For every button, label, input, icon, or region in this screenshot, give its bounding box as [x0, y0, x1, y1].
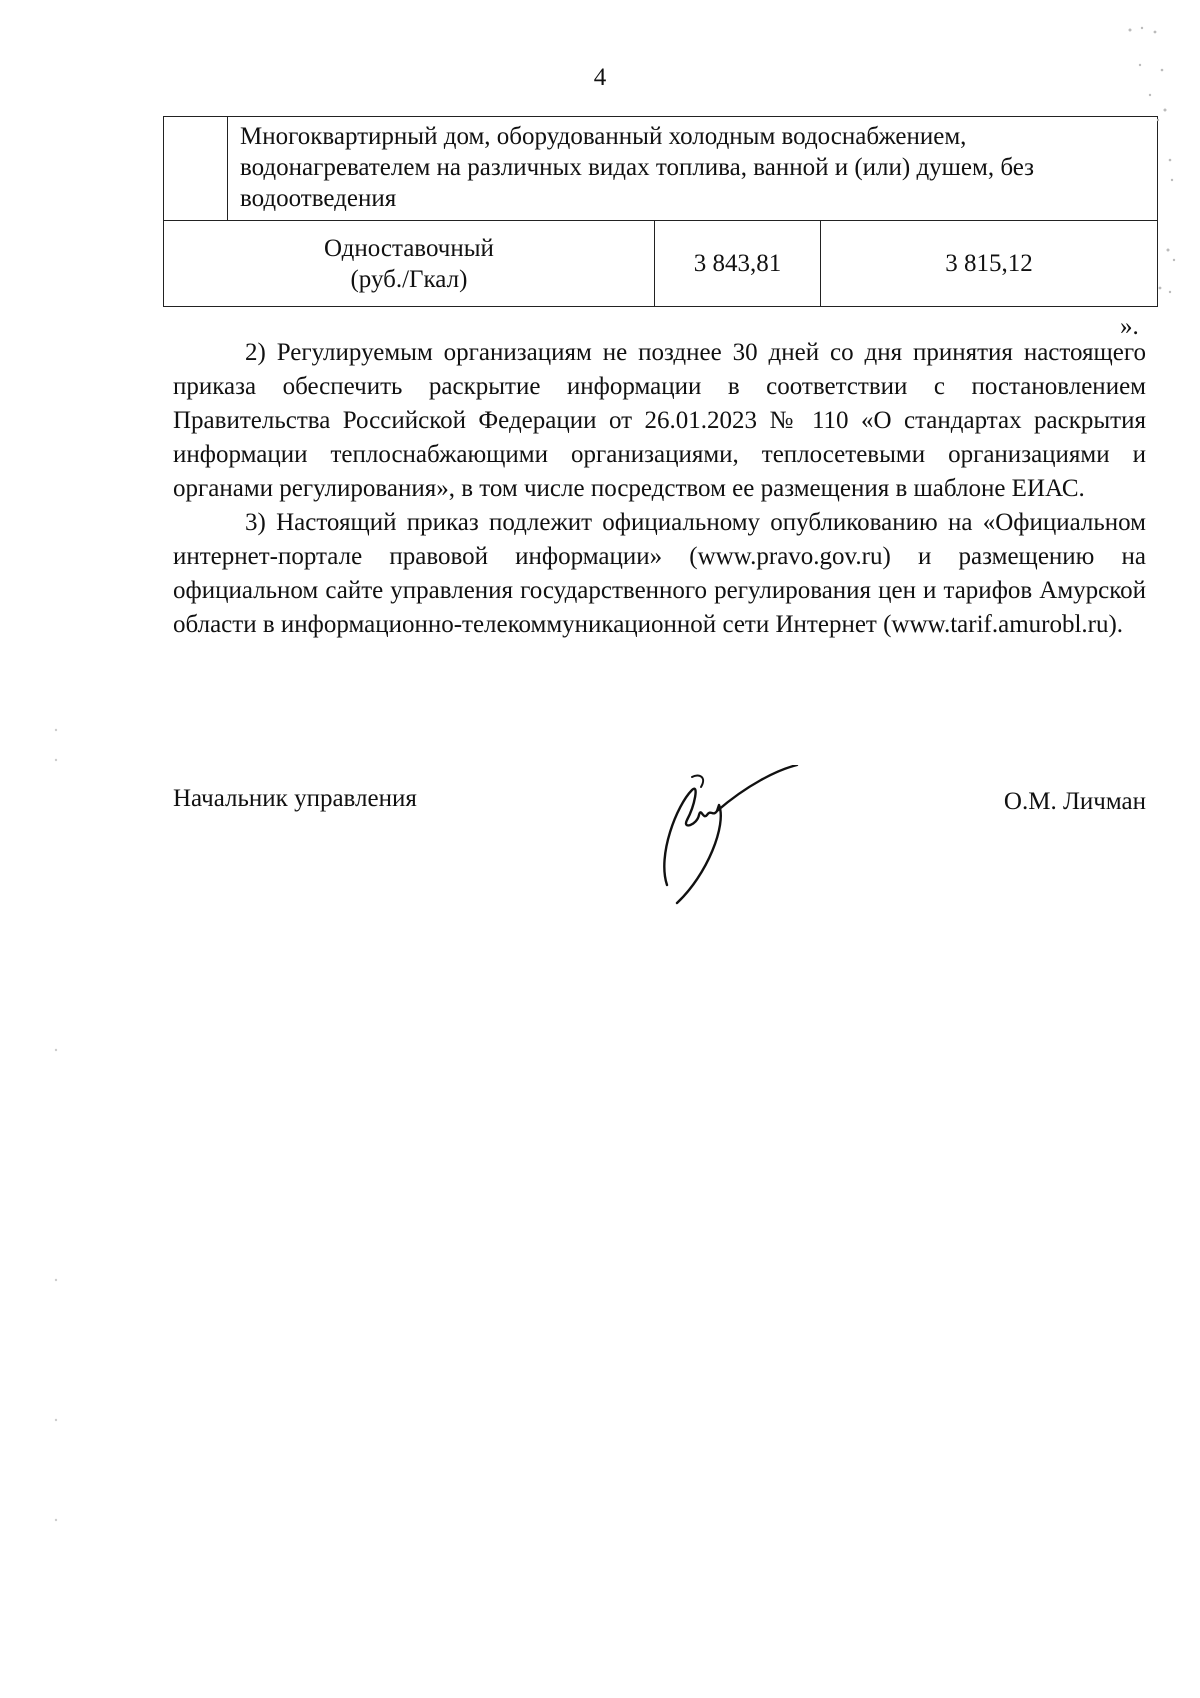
signer-title: Начальник управления [173, 785, 417, 812]
rate-label-line1: Одноставочный [323, 234, 494, 262]
page-number: 4 [593, 64, 607, 91]
table-cell-rate-label [164, 221, 655, 307]
scan-noise-icon [1110, 20, 1180, 340]
table-cell-value-1: 3 843,81 [654, 221, 820, 307]
table-row-rate [164, 221, 1158, 307]
paragraph-2: 2) Регулируемым организациям не позднее 30 дней со дня принятия настоящего приказа обеспечить раскрытие информации в соответствии с постановлением Правительства Российской Федерации от 26.01.2023 № 110 «О стандартах раскрытия информации теплоснабжающими организациями, теплосетевыми организациями и органами регулирования», в том числе посредством ее размещения в шаблоне ЕИАС. [173, 339, 1146, 502]
table-cell-value-2: 3 815,12 [821, 221, 1158, 307]
handwritten-signature-icon [637, 765, 807, 905]
tariff-table [163, 116, 1158, 307]
margin-noise-icon [52, 720, 60, 1540]
rate-label-line2: (руб./Гкал) [350, 265, 468, 293]
table-row-description [164, 117, 1158, 221]
table-closing-quote: ». [1120, 313, 1139, 340]
table-cell-description: Многоквартирный дом, оборудованный холодным водоснабжением, водонагревателем на различных видах топлива, ванной и (или) душем, без водоотведения [228, 117, 1158, 221]
paragraph-3: 3) Настоящий приказ подлежит официальному опубликованию на «Официальном интернет-портале правовой информации» (www.pravo.gov.ru) и размещению на официальном сайте управления государственного регулирования цен и тарифов Амурской области в информационно-телекоммуникационной сети Интернет (www.tarif.amurobl.ru). [173, 509, 1146, 638]
body-text [173, 336, 1146, 642]
signer-name: О.М. Личман [1003, 788, 1146, 815]
table-cell-blank [164, 117, 228, 221]
